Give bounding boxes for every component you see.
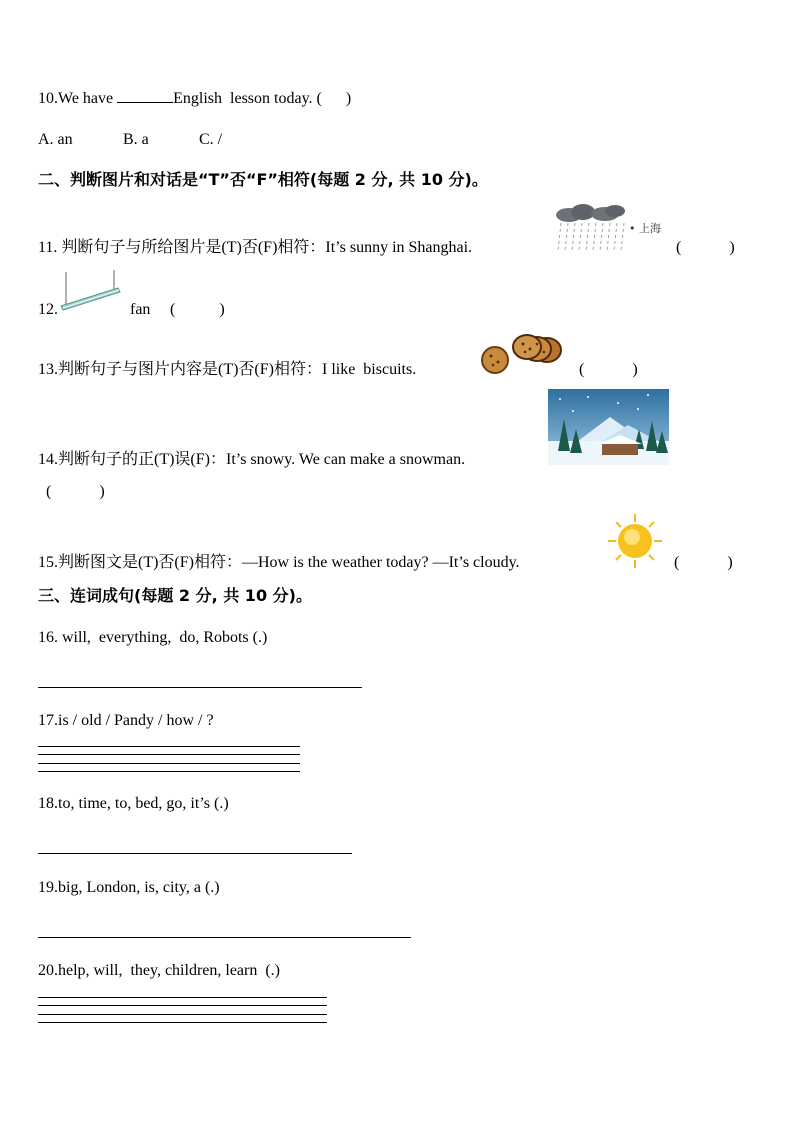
question-16: 16. will, everything, do, Robots (.) — [38, 629, 268, 646]
question-13: 13.判断句子与图片内容是(T)否(F)相符：I like biscuits. — [38, 361, 417, 378]
fluorescent-lamp-image — [58, 266, 124, 314]
answer-line-17b[interactable] — [38, 754, 300, 755]
section-3-heading: 三、连词成句(每题 2 分, 共 10 分)。 — [38, 586, 312, 605]
answer-paren-12[interactable]: ( ) — [170, 301, 225, 318]
answer-line-20c[interactable] — [38, 1014, 327, 1015]
rain-cloud-image — [553, 203, 665, 253]
biscuits-image — [481, 332, 567, 378]
answer-line-20d[interactable] — [38, 1022, 327, 1023]
answer-line-17d[interactable] — [38, 771, 300, 772]
question-12-word: fan — [130, 301, 151, 318]
answer-line-20b[interactable] — [38, 1005, 327, 1006]
section-2-heading: 二、判断图片和对话是“T”否“F”相符(每题 2 分, 共 10 分)。 — [38, 170, 488, 189]
question-10-text-start: 10.We have — [38, 90, 118, 107]
question-10-text-end: English lesson today. ( ) — [173, 90, 352, 107]
answer-blank[interactable] — [117, 88, 173, 103]
question-18: 18.to, time, to, bed, go, it’s (.) — [38, 795, 229, 812]
answer-paren-13[interactable]: ( ) — [579, 361, 638, 378]
option-c[interactable]: C. / — [199, 131, 223, 148]
option-a[interactable]: A. an — [38, 131, 73, 148]
question-19: 19.big, London, is, city, a (.) — [38, 879, 220, 896]
question-10 — [38, 88, 351, 109]
sun-image — [606, 512, 664, 570]
answer-line-18[interactable] — [38, 853, 352, 854]
answer-line-17c[interactable] — [38, 763, 300, 764]
question-17: 17.is / old / Pandy / how / ? — [38, 712, 214, 729]
city-label: • 上海 — [629, 222, 661, 235]
question-11: 11. 判断句子与所给图片是(T)否(F)相符：It’s sunny in Shanghai. — [38, 239, 473, 256]
question-12-number: 12. — [38, 301, 58, 318]
option-b[interactable]: B. a — [123, 131, 149, 148]
answer-paren-15[interactable]: ( ) — [674, 554, 733, 571]
snowy-landscape-image — [548, 389, 669, 465]
answer-paren-14[interactable]: ( ) — [46, 483, 105, 500]
answer-line-17a[interactable] — [38, 746, 300, 747]
question-20: 20.help, will, they, children, learn (.) — [38, 962, 280, 979]
question-14: 14.判断句子的正(T)误(F)：It’s snowy. We can make a snowman. — [38, 451, 466, 468]
answer-line-19[interactable] — [38, 937, 411, 938]
answer-paren-11[interactable]: ( ) — [676, 239, 735, 256]
answer-line-20a[interactable] — [38, 997, 327, 998]
answer-line-16[interactable] — [38, 687, 362, 688]
question-15: 15.判断图文是(T)否(F)相符：—How is the weather today? —It’s cloudy. — [38, 554, 520, 571]
